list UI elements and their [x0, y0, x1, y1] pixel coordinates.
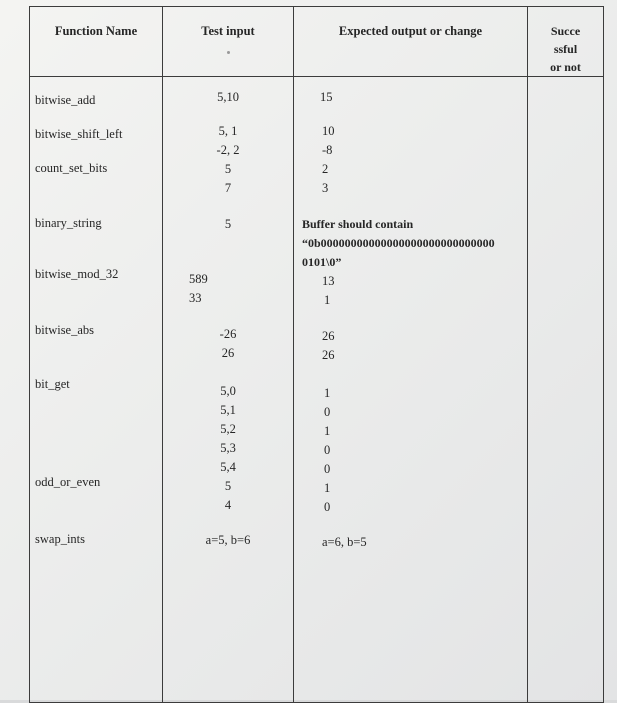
- function-name: swap_ints: [35, 532, 85, 546]
- test-input: 4: [224, 498, 232, 512]
- expected-output: 1: [324, 386, 331, 400]
- expected-output: 0101\0”: [302, 255, 342, 269]
- expected-output: 13: [322, 274, 335, 288]
- expected-output: 0: [324, 443, 331, 457]
- function-name: count_set_bits: [35, 161, 108, 175]
- expected-output: 1: [324, 424, 331, 438]
- test-input: 5,0: [220, 384, 236, 398]
- expected-output: Buffer should contain: [302, 217, 414, 231]
- test-input: -26: [219, 327, 237, 341]
- expected-output-column: [294, 77, 528, 703]
- header-function-name: Function Name: [30, 7, 163, 77]
- expected-output: 2: [322, 162, 329, 176]
- test-input: 5, 1: [218, 124, 238, 138]
- test-input: 5,10: [217, 90, 239, 104]
- expected-output: “0b00000000000000000000000000000: [302, 236, 495, 250]
- expected-output: 26: [322, 329, 335, 343]
- expected-output: 1: [324, 293, 331, 307]
- test-input: 5,2: [220, 422, 236, 436]
- function-name: bitwise_mod_32: [35, 267, 119, 281]
- test-input: 5: [224, 217, 232, 231]
- test-input-column: [163, 77, 294, 703]
- test-plan-table: [29, 6, 604, 703]
- body-row: [30, 77, 604, 703]
- expected-output: 10: [322, 124, 335, 138]
- header-expected-output: Expected output or change: [294, 7, 528, 77]
- header-test-input: [163, 7, 294, 77]
- successful-column: [528, 77, 604, 703]
- function-name: bit_get: [35, 377, 70, 391]
- header-successful-line-3: or not: [550, 60, 581, 74]
- expected-output: 0: [324, 405, 331, 419]
- function-name-column: [30, 77, 163, 703]
- test-input: 7: [224, 181, 232, 195]
- expected-output: 0: [324, 462, 331, 476]
- test-input: 5,1: [220, 403, 236, 417]
- header-successful-line-1: Succe: [550, 24, 581, 38]
- test-input: a=5, b=6: [205, 533, 251, 547]
- function-name: bitwise_shift_left: [35, 127, 123, 141]
- function-name: binary_string: [35, 216, 102, 230]
- header-successful: [528, 7, 604, 77]
- test-input: 5,4: [220, 460, 236, 474]
- expected-output: 3: [322, 181, 329, 195]
- expected-output: 1: [324, 481, 331, 495]
- test-input: -2, 2: [216, 143, 240, 157]
- test-input: 5,3: [220, 441, 236, 455]
- expected-output: 15: [320, 90, 333, 104]
- header-successful-line-2: ssful: [553, 42, 578, 56]
- test-input: 5: [224, 162, 232, 176]
- stray-dot: [227, 51, 230, 54]
- test-input: 33: [189, 291, 202, 305]
- test-input: 26: [221, 346, 235, 360]
- function-name: bitwise_abs: [35, 323, 95, 337]
- test-input: 5: [224, 479, 232, 493]
- function-name: bitwise_add: [35, 93, 96, 107]
- expected-output: 26: [322, 348, 335, 362]
- expected-output: -8: [322, 143, 333, 157]
- expected-output: a=6, b=5: [322, 535, 367, 549]
- header-test-input-label: Test input: [201, 24, 255, 38]
- expected-output: 0: [324, 500, 331, 514]
- header-row: [30, 7, 604, 77]
- test-input: 589: [189, 272, 208, 286]
- function-name: odd_or_even: [35, 475, 101, 489]
